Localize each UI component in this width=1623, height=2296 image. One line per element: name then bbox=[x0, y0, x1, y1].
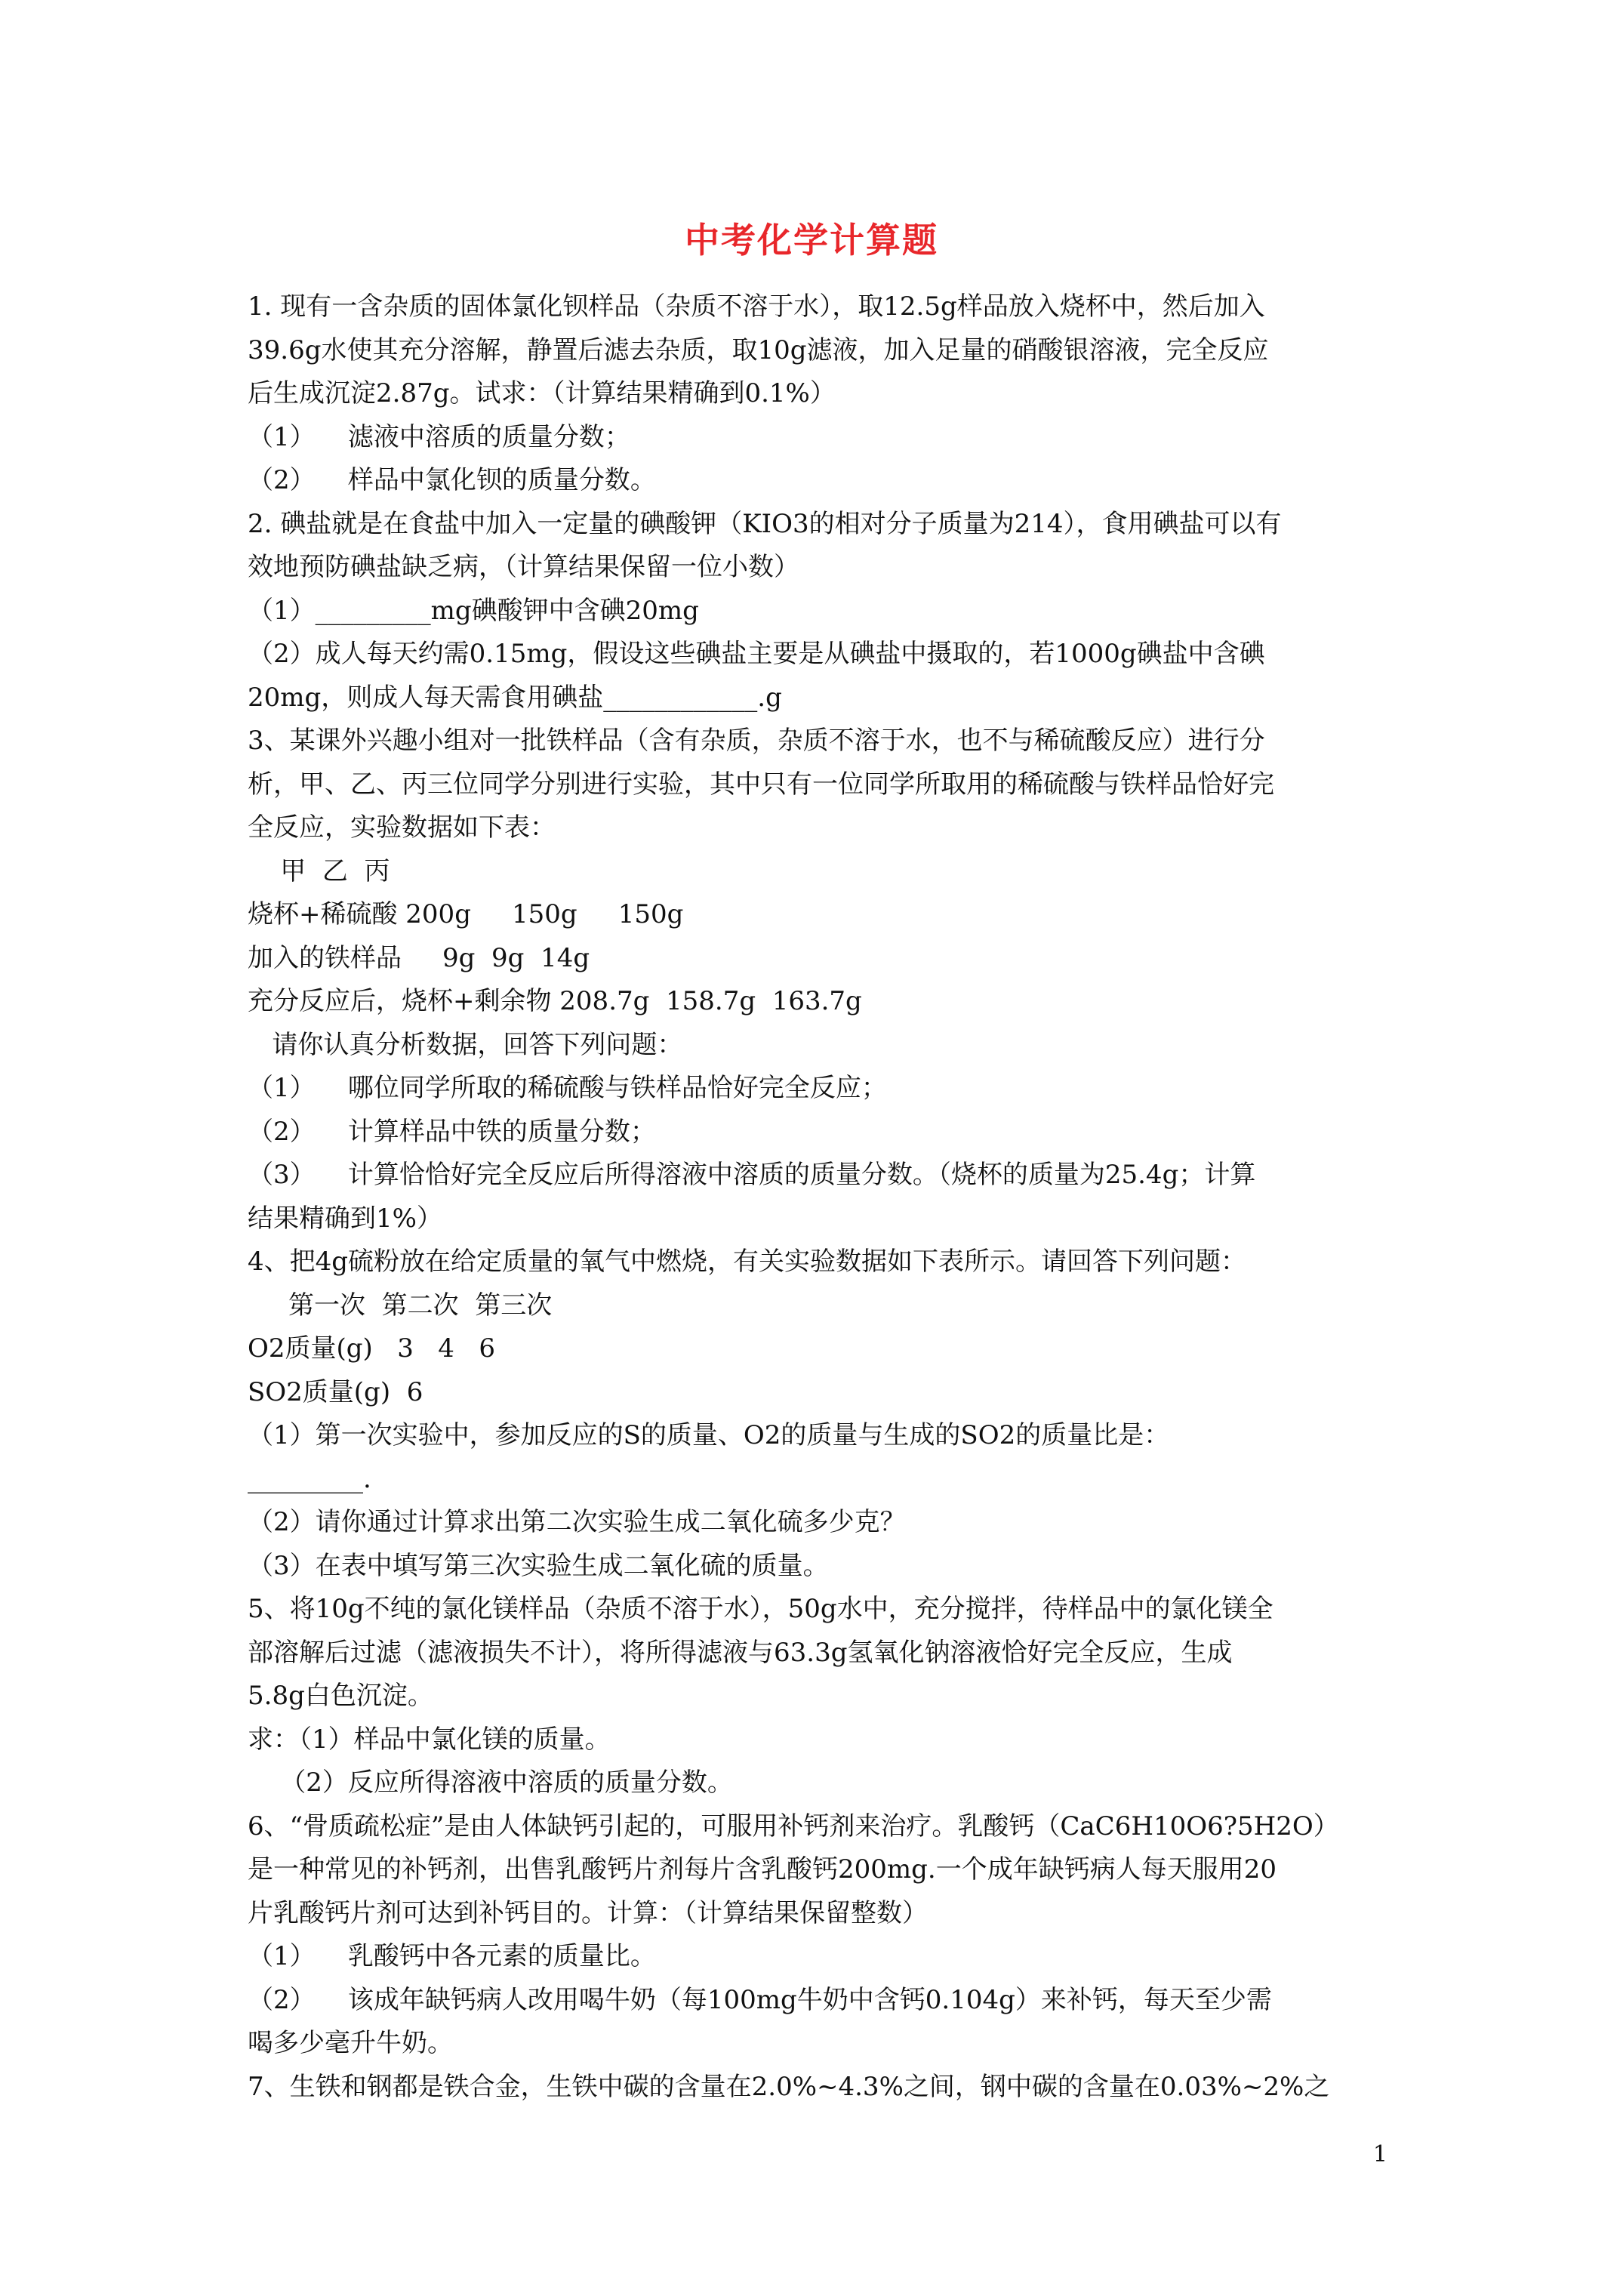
text-line: （1） 哪位同学所取的稀硫酸与铁样品恰好完全反应； bbox=[248, 1073, 887, 1103]
text-line: 7、生铁和钢都是铁合金，生铁中碳的含量在2.0%~4.3%之间，钢中碳的含量在0.03%~2%之 bbox=[248, 2071, 1330, 2102]
text-line: _________. bbox=[248, 1463, 371, 1494]
text-line: 后生成沉淀2.87g。试求：（计算结果精确到0.1%） bbox=[248, 378, 836, 408]
text-line: 第一次 第二次 第三次 bbox=[248, 1290, 553, 1321]
text-line: SO2质量(g) 6 bbox=[248, 1376, 423, 1407]
text-line: （3）在表中填写第三次实验生成二氧化硫的质量。 bbox=[248, 1550, 829, 1581]
text-line: 析，甲、乙、丙三位同学分别进行实验，其中只有一位同学所取用的稀硫酸与铁样品恰好完 bbox=[248, 769, 1274, 800]
text-line: 甲 乙 丙 bbox=[248, 855, 390, 886]
document-body bbox=[248, 285, 1395, 2109]
text-line: （1） 乳酸钙中各元素的质量比。 bbox=[248, 1941, 656, 1971]
text-line: O2质量(g) 3 4 6 bbox=[248, 1333, 495, 1364]
text-line: （3） 计算恰恰好完全反应后所得溶液中溶质的质量分数。（烧杯的质量为25.4g；计算 bbox=[248, 1160, 1256, 1190]
text-line: （2）反应所得溶液中溶质的质量分数。 bbox=[248, 1767, 733, 1798]
text-line: 是一种常见的补钙剂，出售乳酸钙片剂每片含乳酸钙200mg.一个成年缺钙病人每天服用20 bbox=[248, 1854, 1277, 1885]
text-line: 效地预防碘盐缺乏病，（计算结果保留一位小数） bbox=[248, 552, 799, 582]
text-line: 5.8g白色沉淀。 bbox=[248, 1681, 433, 1711]
text-line: 2. 碘盐就是在食盐中加入一定量的碘酸钾（KIO3的相对分子质量为214），食用碘盐可以有 bbox=[248, 508, 1282, 539]
text-line: （2） 样品中氯化钡的质量分数。 bbox=[248, 465, 656, 495]
text-line: 结果精确到1%） bbox=[248, 1203, 442, 1234]
text-line: 1. 现有一含杂质的固体氯化钡样品（杂质不溶于水），取12.5g样品放入烧杯中，然后加入 bbox=[248, 291, 1265, 322]
text-line: 喝多少毫升牛奶。 bbox=[248, 2028, 453, 2058]
text-line: 6、“骨质疏松症”是由人体缺钙引起的，可服用补钙剂来治疗。乳酸钙（CaC6H10O6?5H2O） bbox=[248, 1811, 1339, 1841]
text-line: 20mg，则成人每天需食用碘盐____________.g bbox=[248, 682, 782, 713]
text-line: 3、某课外兴趣小组对一批铁样品（含有杂质，杂质不溶于水，也不与稀硫酸反应）进行分 bbox=[248, 726, 1265, 756]
text-line: （2） 该成年缺钙病人改用喝牛奶（每100mg牛奶中含钙0.104g）来补钙，每天至少需 bbox=[248, 1984, 1272, 2015]
text-line: 求：（1）样品中氯化镁的质量。 bbox=[248, 1724, 611, 1755]
page-number: 1 bbox=[1372, 2141, 1387, 2168]
text-line: （1）_________mg碘酸钾中含碘20mg bbox=[248, 595, 699, 626]
text-line: 加入的铁样品 9g 9g 14g bbox=[248, 942, 590, 973]
text-line: （1） 滤液中溶质的质量分数； bbox=[248, 421, 630, 452]
page-title: 中考化学计算题 bbox=[685, 220, 938, 260]
text-line: （1）第一次实验中，参加反应的S的质量、O2的质量与生成的SO2的质量比是： bbox=[248, 1420, 1170, 1450]
text-line: 请你认真分析数据，回答下列问题： bbox=[248, 1029, 683, 1060]
text-line: 全反应，实验数据如下表： bbox=[248, 812, 556, 843]
text-line: 部溶解后过滤（滤液损失不计），将所得滤液与63.3g氢氧化钠溶液恰好完全反应，生成 bbox=[248, 1637, 1233, 1668]
text-line: 烧杯+稀硫酸 200g 150g 150g bbox=[248, 899, 684, 929]
text-line: 39.6g水使其充分溶解，静置后滤去杂质，取10g滤液，加入足量的硝酸银溶液，完全反应 bbox=[248, 334, 1269, 365]
text-line: （2）成人每天约需0.15mg，假设这些碘盐主要是从碘盐中摄取的，若1000g碘盐中含碘 bbox=[248, 639, 1265, 669]
text-line: 充分反应后，烧杯+剩余物 208.7g 158.7g 163.7g bbox=[248, 986, 862, 1016]
text-line: （2） 计算样品中铁的质量分数； bbox=[248, 1116, 656, 1147]
text-line: （2）请你通过计算求出第二次实验生成二氧化硫多少克？ bbox=[248, 1507, 906, 1537]
text-line: 片乳酸钙片剂可达到补钙目的。计算：（计算结果保留整数） bbox=[248, 1897, 928, 1928]
text-line: 5、将10g不纯的氯化镁样品（杂质不溶于水），50g水中，充分搅拌，待样品中的氯化镁全 bbox=[248, 1594, 1273, 1624]
text-line: 4、把4g硫粉放在给定质量的氧气中燃烧，有关实验数据如下表所示。请回答下列问题： bbox=[248, 1247, 1247, 1277]
